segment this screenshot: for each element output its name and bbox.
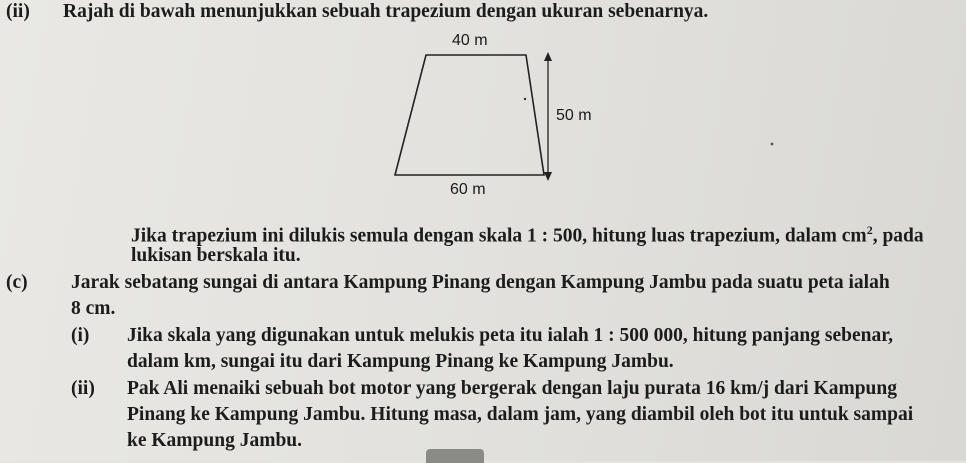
sub-ii-line-3: ke Kampung Jambu. — [127, 430, 303, 451]
trapezium-shape — [395, 55, 544, 175]
sub-i-number: (i) — [71, 325, 90, 346]
instruction-line-2: lukisan berskala itu. — [131, 245, 301, 266]
height-arrow-head-down — [544, 172, 552, 181]
sub-ii-number: (ii) — [71, 378, 95, 399]
sub-i-line-1: Jika skala yang digunakan untuk melukis peta itu ialah 1 : 500 000, hitung panjang sebenar, — [127, 325, 893, 346]
question-ii-text: Rajah di bawah menunjukkan sebuah trapezium dengan ukuran sebenarnya. — [63, 1, 709, 22]
instruction-line-1: Jika trapezium ini dilukis semula dengan skala 1 : 500, hitung luas trapezium, dalam $cm^2$, pada — [131, 223, 924, 247]
sub-i-line-2: dalam km, sungai itu dari Kampung Pinang ke Kampung Jambu. — [127, 351, 674, 372]
question-c-line-1: Jarak sebatang sungai di antara Kampung Pinang dengan Kampung Jambu pada suatu peta ialah — [71, 272, 890, 293]
bottom-side-label: 60 m — [450, 181, 486, 198]
question-c-line-2: 8 cm. — [71, 298, 116, 319]
question-c-number: (c) — [6, 272, 28, 293]
sub-ii-line-1: Pak Ali menaiki sebuah bot motor yang bergerak dengan laju purata 16 km/j dari Kampung — [127, 378, 897, 399]
unit-superscript: 2 — [866, 223, 873, 237]
height-label: 50 m — [556, 107, 592, 124]
sub-ii-line-2: Pinang ke Kampung Jambu. Hitung masa, dalam jam, yang diambil oleh bot itu untuk sampai — [127, 404, 914, 425]
question-ii-number: (ii) — [6, 1, 30, 22]
top-side-label: 40 m — [452, 32, 488, 49]
height-arrow-head-up — [544, 52, 552, 61]
